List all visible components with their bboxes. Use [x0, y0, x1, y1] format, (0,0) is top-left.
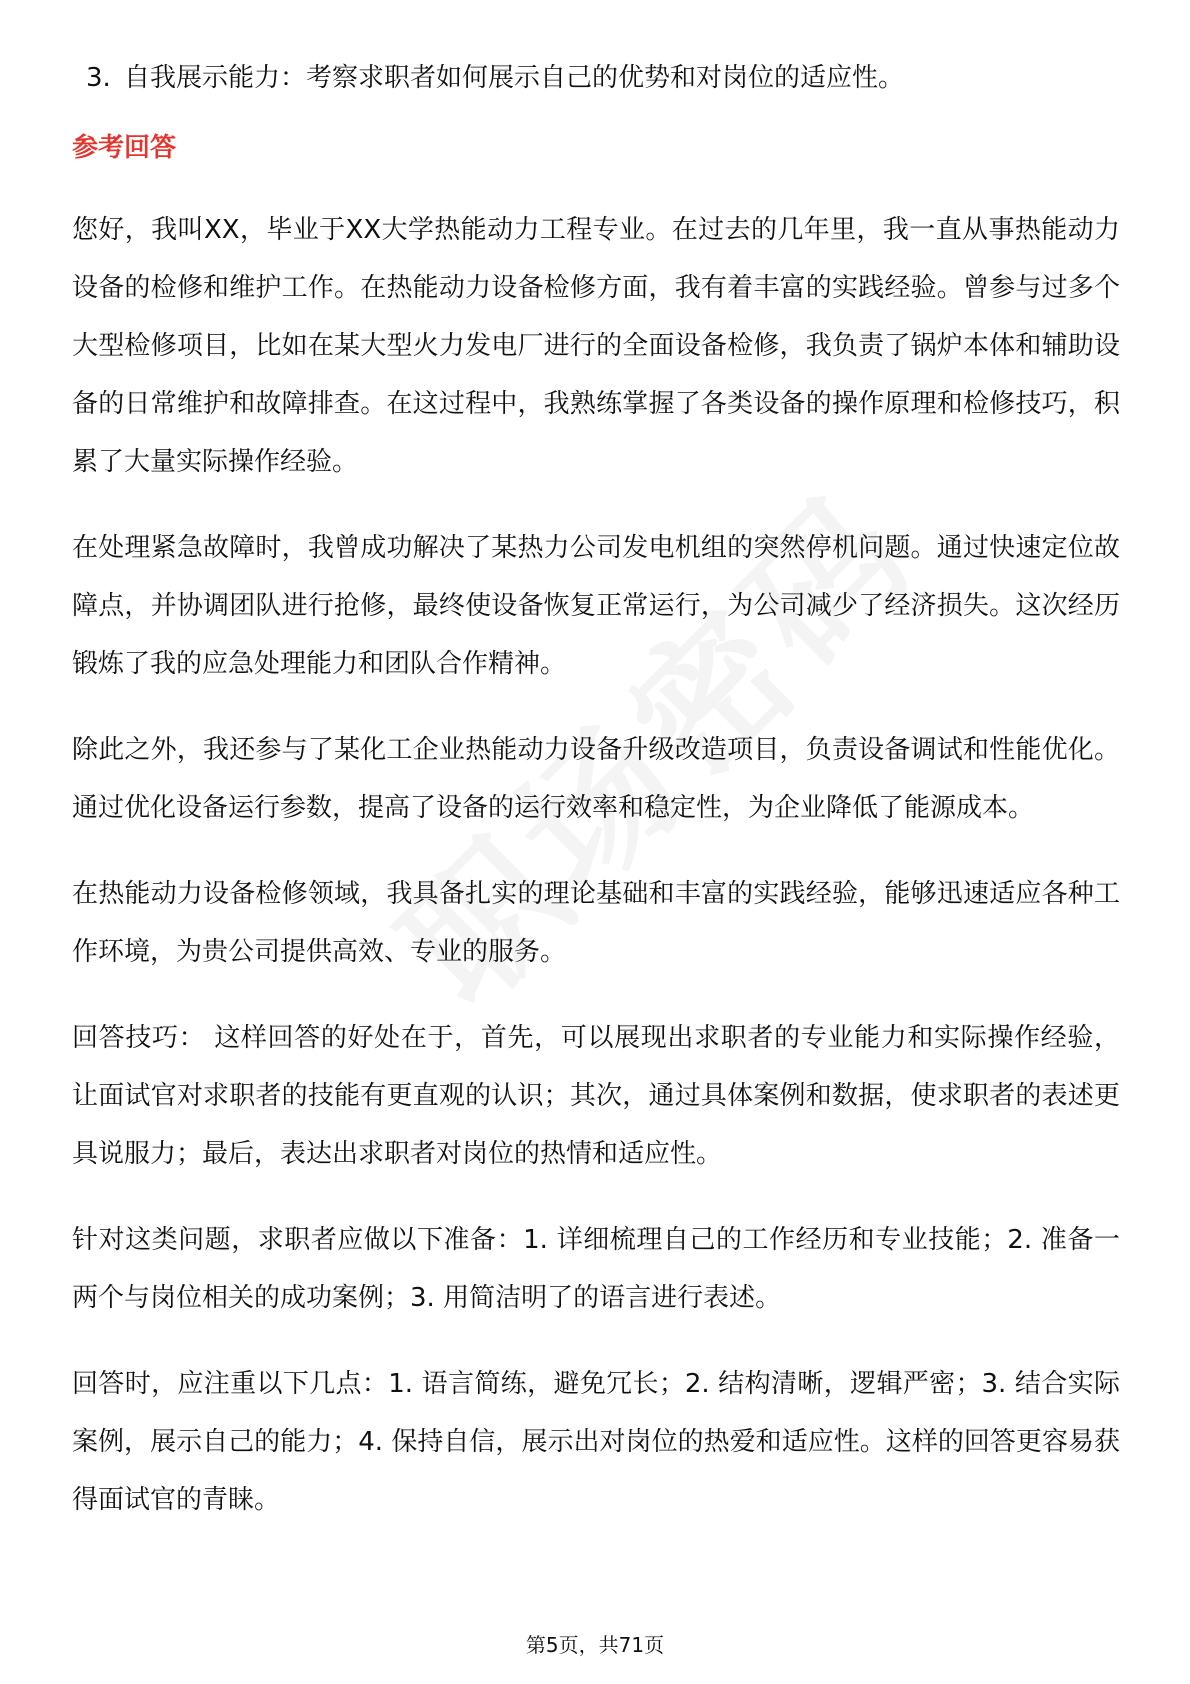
paragraph-preparation: 针对这类问题，求职者应做以下准备：1. 详细梳理自己的工作经历和专业技能；2. 准备一两个与岗位相关的成功案例；3. 用简洁明了的语言进行表述。: [72, 1225, 1120, 1313]
list-item-number: 3.: [86, 63, 111, 93]
paragraph-emergency: 在处理紧急故障时，我曾成功解决了某热力公司发电机组的突然停机问题。通过快速定位故障点，并协调团队进行抢修，最终使设备恢复正常运行，为公司减少了经济损失。这次经历锻炼了我的应急处理能力和团队合作精神。: [72, 533, 1120, 679]
list-item-text: 自我展示能力：考察求职者如何展示自己的优势和对岗位的适应性。: [124, 63, 905, 93]
section-title: 参考回答: [72, 133, 177, 163]
paragraph-tips: 回答技巧： 这样回答的好处在于，首先，可以展现出求职者的专业能力和实际操作经验，让面试官对求职者的技能有更直观的认识；其次，通过具体案例和数据，使求职者的表述更具说服力；最后，表达出求职者对岗位的热情和适应性。: [72, 1023, 1120, 1169]
document-body: [72, 58, 1120, 1557]
paragraph-intro: 您好，我叫XX，毕业于XX大学热能动力工程专业。在过去的几年里，我一直从事热能动力设备的检修和维护工作。在热能动力设备检修方面，我有着丰富的实践经验。曾参与过多个大型检修项目，比如在某大型火力发电厂进行的全面设备检修，我负责了锅炉本体和辅助设备的日常维护和故障排查。在这过程中，我熟练掌握了各类设备的操作原理和检修技巧，积累了大量实际操作经验。: [72, 215, 1120, 477]
paragraph-upgrade: 除此之外，我还参与了某化工企业热能动力设备升级改造项目，负责设备调试和性能优化。通过优化设备运行参数，提高了设备的运行效率和稳定性，为企业降低了能源成本。: [72, 735, 1120, 823]
paragraph-summary: 在热能动力设备检修领域，我具备扎实的理论基础和丰富的实践经验，能够迅速适应各种工作环境，为贵公司提供高效、专业的服务。: [72, 879, 1120, 967]
page-number: 第5页，共71页: [525, 1633, 665, 1657]
list-item: [72, 58, 1120, 98]
paragraph-points: 回答时，应注重以下几点：1. 语言简练，避免冗长；2. 结构清晰，逻辑严密；3. 结合实际案例，展示自己的能力；4. 保持自信，展示出对岗位的热爱和适应性。这样的回答更容易获得面试官的青睐。: [72, 1369, 1120, 1515]
